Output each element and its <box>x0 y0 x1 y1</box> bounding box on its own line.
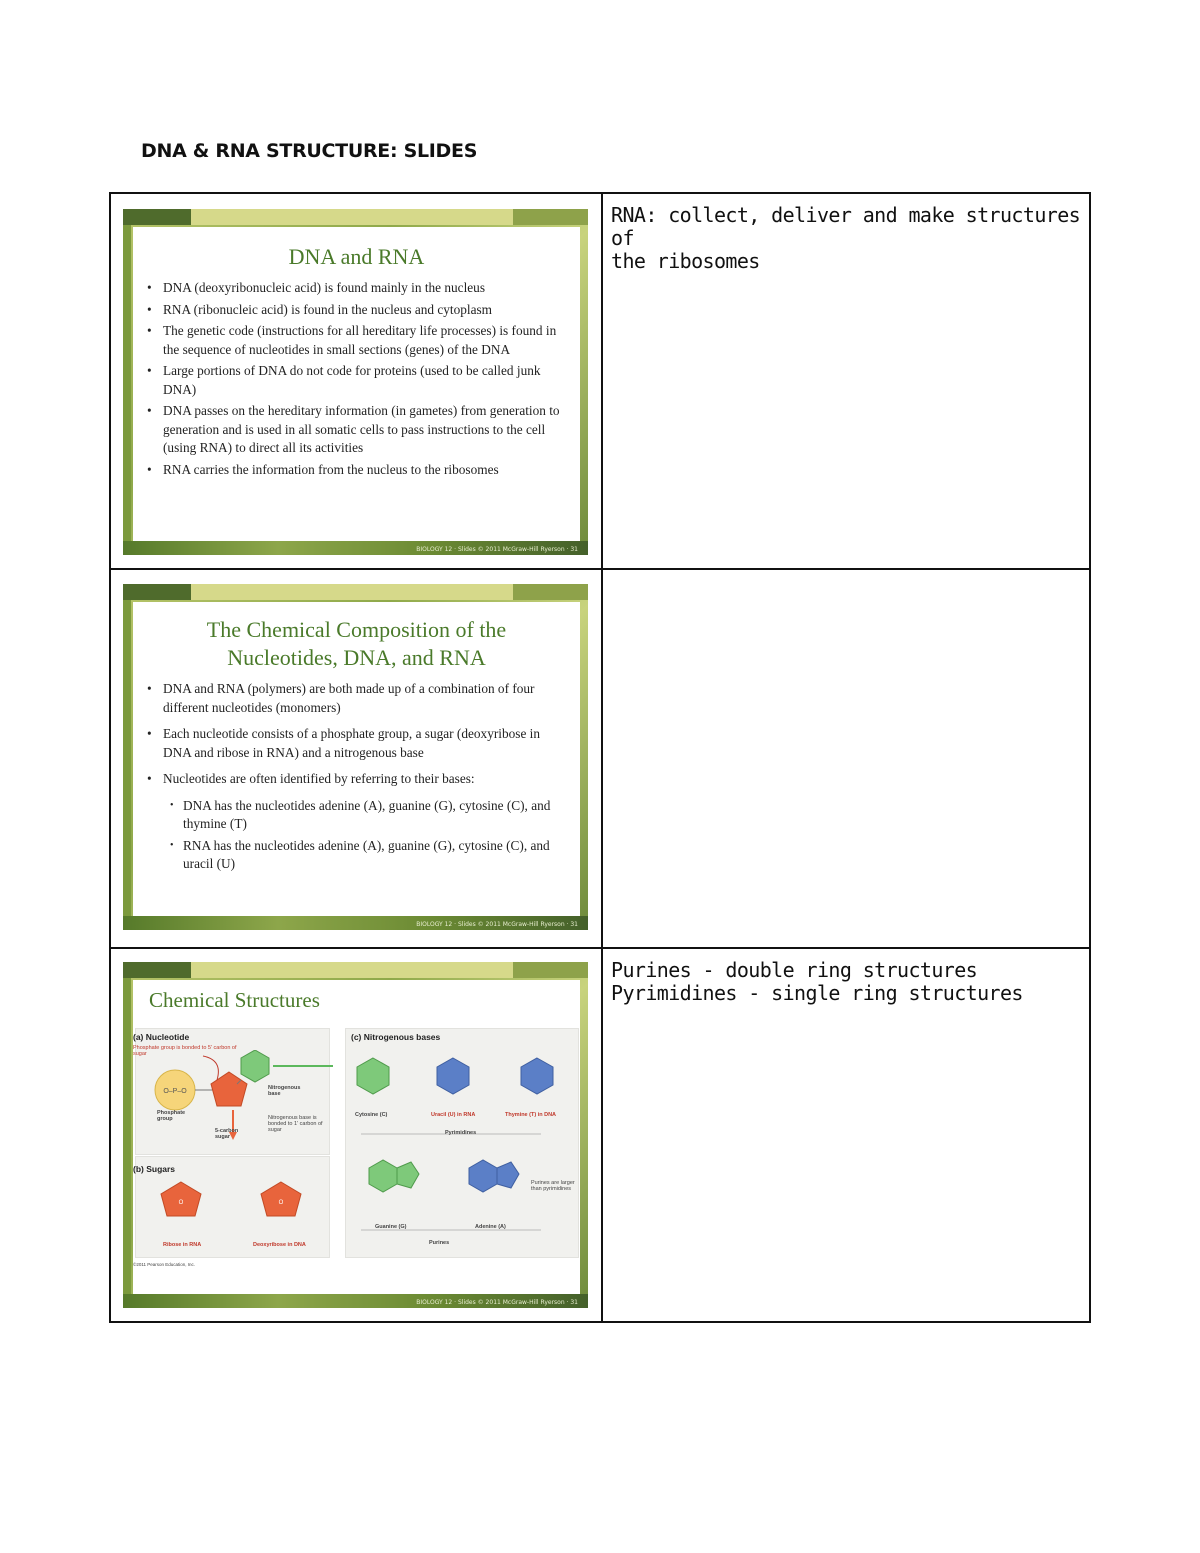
svg-text:O: O <box>178 1200 184 1206</box>
list-item: • RNA has the nucleotides adenine (A), guanine (G), cytosine (C), and uracil (U) <box>183 837 580 874</box>
list-item: • The genetic code (instructions for all hereditary life processes) is found in the sequence of nucleotides in small sections (genes) of the DNA <box>163 322 580 359</box>
sugars-heading: (b) Sugars <box>133 1164 176 1174</box>
slides-notes-table <box>109 192 1091 1323</box>
list-item: • Large portions of DNA do not code for proteins (used to be called junk DNA) <box>163 362 580 399</box>
slide-cell <box>110 569 602 948</box>
uracil-label: Uracil (U) in RNA <box>431 1112 476 1118</box>
table-row <box>110 948 1090 1322</box>
document-title: DNA & RNA STRUCTURE: SLIDES <box>141 140 478 162</box>
note-text[interactable] <box>603 194 1092 273</box>
list-item: • DNA (deoxyribonucleic acid) is found mainly in the nucleus <box>163 279 580 298</box>
list-item: • RNA carries the information from the nucleus to the ribosomes <box>163 461 580 480</box>
cytosine-label: Cytosine (C) <box>355 1112 388 1118</box>
sugar-label: 5-carbon sugar <box>215 1128 239 1140</box>
table-row <box>110 569 1090 948</box>
base-bond-note: Nitrogenous base is bonded to 1' carbon of sugar <box>268 1115 323 1133</box>
purines-note: Purines are larger than pyrimidines <box>531 1180 575 1192</box>
slide-title-line: The Chemical Composition of the <box>206 617 507 642</box>
ribose-label: Ribose in RNA <box>163 1242 202 1248</box>
slide-sub-bullets <box>133 797 580 874</box>
note-line: Purines - double ring structures <box>611 958 978 982</box>
list-item: • RNA (ribonucleic acid) is found in the nucleus and cytoplasm <box>163 301 580 320</box>
slide-bullets <box>133 279 580 479</box>
slide-thumbnail <box>123 209 588 555</box>
slide-title-line: Nucleotides, DNA, and RNA <box>227 645 486 670</box>
guanine-label: Guanine (G) <box>375 1224 407 1230</box>
phosphate-bond-note: Phosphate group is bonded to 5' carbon of sugar <box>133 1045 237 1057</box>
bases-heading: (c) Nitrogenous bases <box>351 1032 441 1042</box>
table-row <box>110 193 1090 569</box>
notes-cell[interactable] <box>602 569 1090 948</box>
thymine-label: Thymine (T) in DNA <box>505 1112 557 1118</box>
slide-content <box>133 602 580 916</box>
purines-label: Purines <box>429 1240 450 1246</box>
slide-cell <box>110 948 602 1322</box>
notes-cell[interactable] <box>602 948 1090 1322</box>
adenine-label: Adenine (A) <box>475 1224 506 1230</box>
slide-bullets <box>133 680 580 789</box>
slide-thumbnail <box>123 962 588 1308</box>
bases-diagram <box>351 1050 576 1240</box>
slide-title: Chemical Structures <box>149 988 320 1012</box>
note-line: the ribosomes <box>611 249 760 273</box>
nucleotide-diagram <box>133 1050 333 1160</box>
svg-text:O–P–O: O–P–O <box>163 1088 187 1095</box>
slide-content <box>133 227 580 541</box>
notes-cell[interactable] <box>602 193 1090 569</box>
deoxyribose-label: Deoxyribose in DNA <box>253 1242 306 1248</box>
list-item: • Nucleotides are often identified by referring to their bases: <box>163 770 580 789</box>
copyright-text: ©2011 Pearson Education, Inc. <box>133 1262 196 1267</box>
list-item: • DNA passes on the hereditary information (in gametes) from generation to generation and is used in all somatic cells to pass instructions to the cell (using RNA) to direct all its activities <box>163 402 580 458</box>
slide-footer: BIOLOGY 12 · Slides © 2011 McGraw-Hill Ryerson · 31 <box>416 546 578 553</box>
list-item: • Each nucleotide consists of a phosphate group, a sugar (deoxyribose in DNA and ribose in RNA) and a nitrogenous base <box>163 725 580 762</box>
slide-title: DNA and RNA <box>288 244 425 269</box>
nucleotide-heading: (a) Nucleotide <box>133 1032 190 1042</box>
note-text[interactable] <box>603 570 1089 580</box>
slide-footer: BIOLOGY 12 · Slides © 2011 McGraw-Hill Ryerson · 31 <box>416 1299 578 1306</box>
slide-cell <box>110 193 602 569</box>
base-label: Nitrogenous base <box>268 1085 301 1097</box>
pyrimidines-label: Pyrimidines <box>445 1130 477 1136</box>
phosphate-label: Phosphate group <box>157 1110 186 1122</box>
slide-footer: BIOLOGY 12 · Slides © 2011 McGraw-Hill Ryerson · 31 <box>416 921 578 928</box>
sugars-diagram <box>153 1180 323 1230</box>
list-item: • DNA has the nucleotides adenine (A), guanine (G), cytosine (C), and thymine (T) <box>183 797 580 834</box>
note-text[interactable] <box>603 949 1089 1005</box>
note-line: RNA: collect, deliver and make structures of <box>611 203 1092 250</box>
slide-thumbnail <box>123 584 588 930</box>
note-line: Pyrimidines - single ring structures <box>611 981 1023 1005</box>
svg-text:O: O <box>278 1200 284 1206</box>
slide-content <box>133 980 580 1294</box>
list-item: • DNA and RNA (polymers) are both made up of a combination of four different nucleotides (monomers) <box>163 680 580 717</box>
